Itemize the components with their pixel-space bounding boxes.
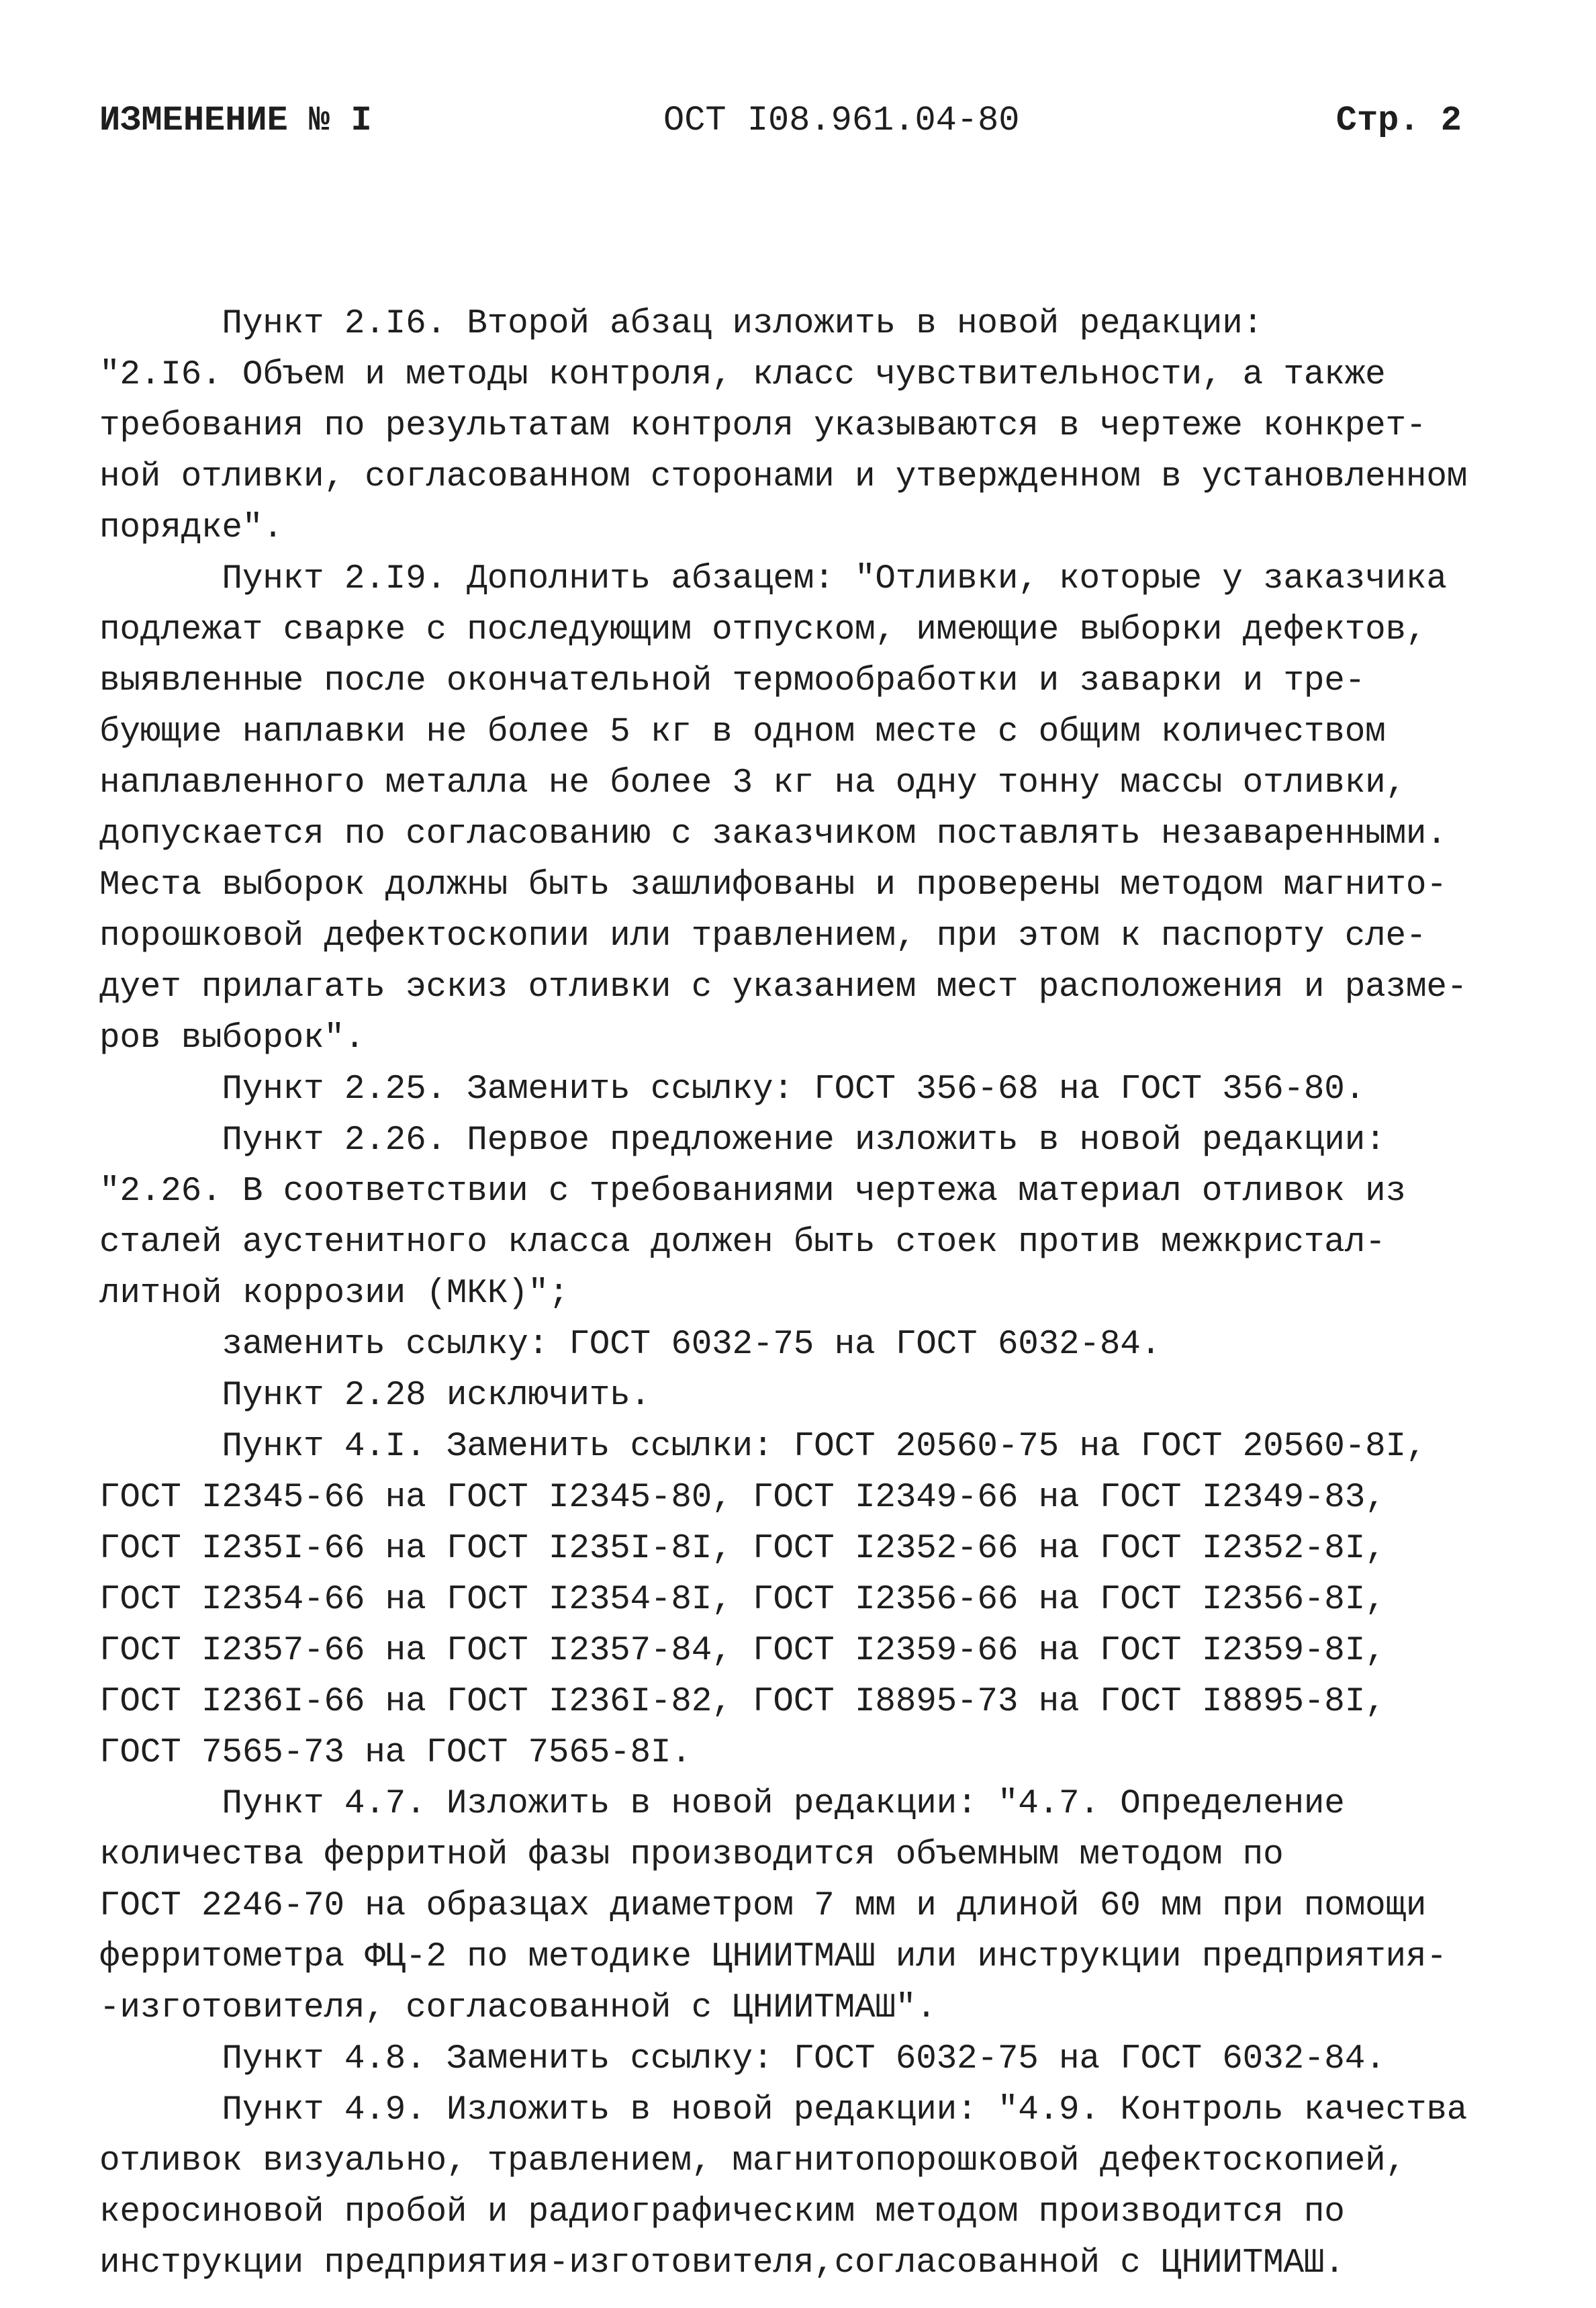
text-line: -изготовителя, согласованной с ЦНИИТМАШ". [99,1989,937,2027]
text-line: подлежат сварке с последующим отпуском, имеющие выборки дефектов, [99,611,1427,649]
text-line: Пункт 2.I9. Дополнить абзацем: "Отливки, которые у заказчика [99,560,1447,598]
text-line: "2.26. В соответствии с требованиями чертежа материал отливок из [99,1172,1406,1211]
text-line: количества ферритной фазы производится объемным методом по [99,1836,1284,1874]
text-line: Пункт 4.7. Изложить в новой редакции: "4.7. Определение [99,1785,1345,1823]
text-line: дует прилагать эскиз отливки с указанием мест расположения и разме- [99,968,1468,1007]
text-line: Места выборок должны быть зашлифованы и проверены методом магнито- [99,866,1447,905]
text-line: "2.I6. Объем и методы контроля, класс чувствительности, а также [99,356,1386,394]
text-line: керосиновой пробой и радиографическим методом производится по [99,2193,1345,2231]
text-line: ров выборок". [99,1019,365,1058]
text-line: Пункт 2.25. Заменить ссылку: ГОСТ 356-68 на ГОСТ 356-80. [99,1070,1366,1109]
text-line: Пункт 2.I6. Второй абзац изложить в новой редакции: [99,305,1264,343]
text-line: порядке". [99,509,283,547]
text-line: Пункт 4.8. Заменить ссылку: ГОСТ 6032-75 на ГОСТ 6032-84. [99,2040,1386,2078]
text-line: сталей аустенитного класса должен быть стоек против межкристал- [99,1224,1386,1262]
document-body [99,299,1530,2289]
text-line: ферритометра ФЦ-2 по методике ЦНИИТМАШ или инструкции предприятия- [99,1938,1447,1976]
change-label: ИЗМЕНЕНИЕ № I [99,101,372,140]
text-line: инструкции предприятия-изготовителя,согласованной с ЦНИИТМАШ. [99,2244,1345,2282]
text-line: Пункт 4.I. Заменить ссылки: ГОСТ 20560-75 на ГОСТ 20560-8I, [99,1428,1427,1466]
text-line: Пункт 2.26. Первое предложение изложить в новой редакции: [99,1121,1386,1160]
text-line: ГОСТ I2354-66 на ГОСТ I2354-8I, ГОСТ I2356-66 на ГОСТ I2356-8I, [99,1581,1386,1619]
text-line: бующие наплавки не более 5 кг в одном месте с общим количеством [99,713,1386,751]
text-line: ной отливки, согласованном сторонами и утвержденном в установленном [99,458,1468,496]
text-line: ГОСТ I235I-66 на ГОСТ I235I-8I, ГОСТ I2352-66 на ГОСТ I2352-8I, [99,1530,1386,1568]
text-line: Пункт 2.28 исключить. [99,1377,651,1415]
text-line: допускается по согласованию с заказчиком поставлять незаваренными. [99,815,1447,853]
text-line: ГОСТ 7565-73 на ГОСТ 7565-8I. [99,1734,692,1772]
text-line: заменить ссылку: ГОСТ 6032-75 на ГОСТ 6032-84. [99,1326,1162,1364]
standard-number: ОСТ I08.961.04-80 [663,101,1020,140]
text-line: выявленные после окончательной термообработки и заварки и тре- [99,662,1366,700]
text-line: наплавленного металла не более 3 кг на одну тонну массы отливки, [99,764,1406,802]
text-line: ГОСТ I2345-66 на ГОСТ I2345-80, ГОСТ I2349-66 на ГОСТ I2349-83, [99,1479,1386,1517]
text-line: ГОСТ 2246-70 на образцах диаметром 7 мм и длиной 60 мм при помощи [99,1887,1427,1925]
text-line: отливок визуально, травлением, магнитопорошковой дефектоскопией, [99,2142,1406,2180]
text-line: требования по результатам контроля указываются в чертеже конкрет- [99,407,1427,445]
text-line: ГОСТ I236I-66 на ГОСТ I236I-82, ГОСТ I8895-73 на ГОСТ I8895-8I, [99,1683,1386,1721]
page-header [99,101,1529,181]
text-line: литной коррозии (МКК)"; [99,1275,569,1313]
text-line: Пункт 4.9. Изложить в новой редакции: "4.9. Контроль качества [99,2091,1468,2129]
text-line: порошковой дефектоскопии или травлением, при этом к паспорту сле- [99,917,1427,956]
page-number: Стр. 2 [1335,101,1462,140]
text-line: ГОСТ I2357-66 на ГОСТ I2357-84, ГОСТ I2359-66 на ГОСТ I2359-8I, [99,1632,1386,1670]
